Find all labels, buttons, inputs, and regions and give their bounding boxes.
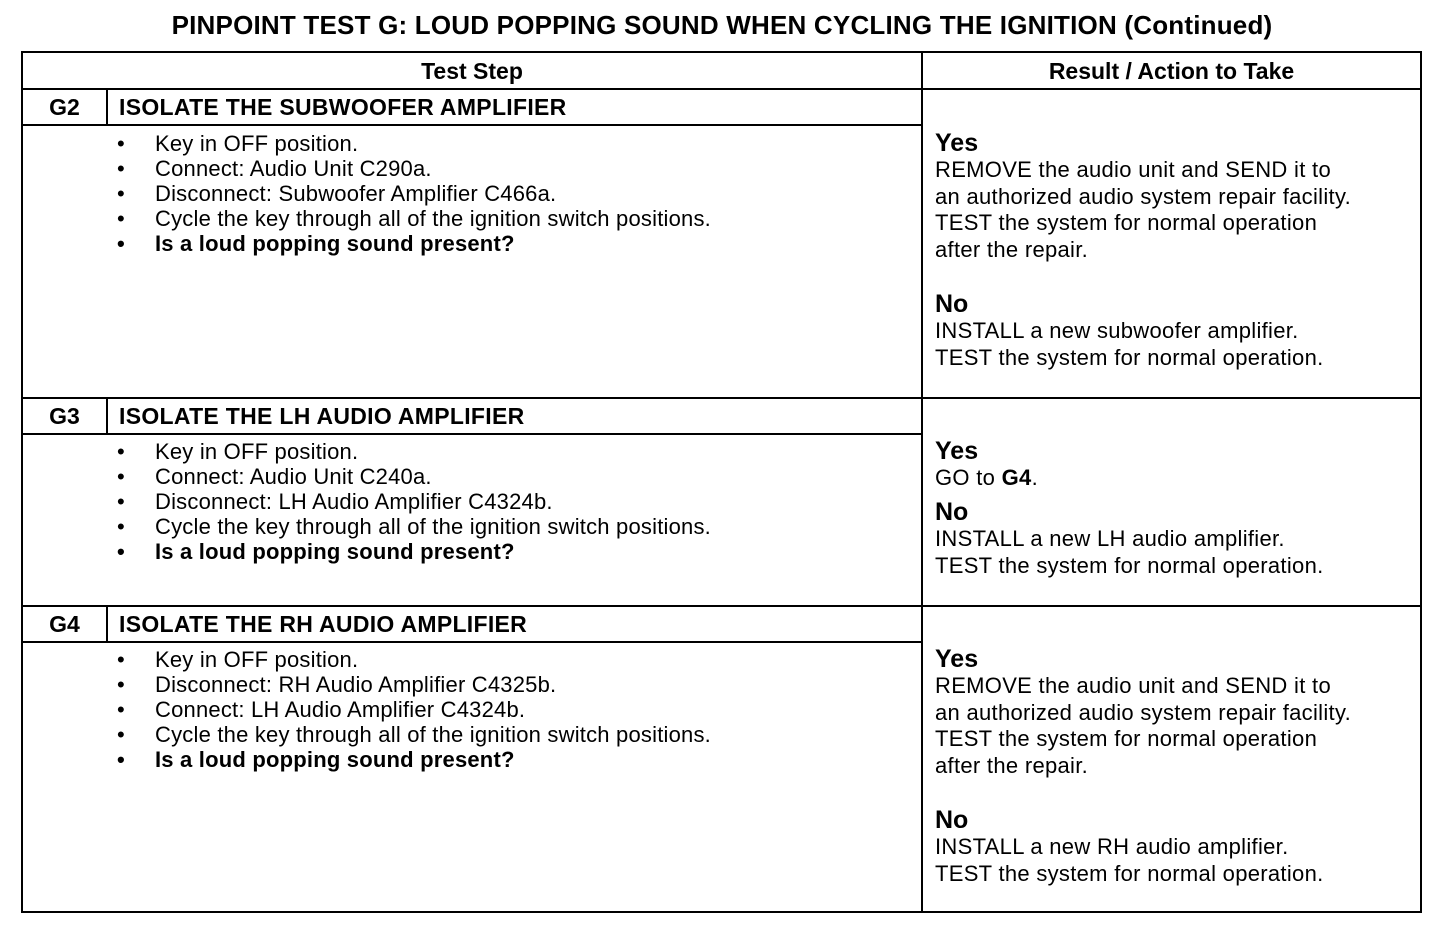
list-item: • Cycle the key through all of the ignition switch positions. [117, 206, 711, 231]
step-id: G4 [49, 611, 80, 637]
result-line: TEST the system for normal operation. [935, 552, 1324, 578]
step-title-divider [23, 433, 921, 435]
result-line: an authorized audio system repair facility. [935, 183, 1352, 209]
list-item: • Key in OFF position. [117, 131, 711, 156]
goto-suffix: . [1031, 465, 1038, 490]
result-line: REMOVE the audio unit and SEND it to [935, 673, 1331, 698]
result-line: after the repair. [935, 752, 1089, 778]
result-goto [935, 465, 1415, 492]
result-no [935, 807, 1415, 887]
no-label: No [935, 806, 969, 834]
step-question: • Is a loud popping sound present? [117, 539, 711, 564]
list-item: • Connect: Audio Unit C240a. [117, 464, 711, 489]
result-line: REMOVE the audio unit and SEND it to [935, 157, 1331, 182]
no-label: No [935, 290, 969, 318]
step-title: ISOLATE THE LH AUDIO AMPLIFIER [119, 403, 525, 429]
list-item: • Key in OFF position. [117, 647, 711, 672]
result-yes [935, 130, 1415, 263]
list-item: • Connect: LH Audio Amplifier C4324b. [117, 697, 711, 722]
step-id: G3 [49, 403, 80, 429]
yes-label: Yes [935, 645, 979, 673]
step-question: • Is a loud popping sound present? [117, 747, 711, 772]
list-item: • Cycle the key through all of the ignition switch positions. [117, 722, 711, 747]
step-bullet-list [117, 439, 711, 564]
step-id-divider [106, 607, 108, 642]
no-label: No [935, 498, 969, 526]
goto-prefix: GO to [935, 465, 1002, 490]
result-line: INSTALL a new subwoofer amplifier. [935, 318, 1299, 343]
list-item: • Connect: Audio Unit C290a. [117, 156, 711, 181]
step-title: ISOLATE THE SUBWOOFER AMPLIFIER [119, 94, 567, 120]
pinpoint-test-table [21, 51, 1422, 913]
column-divider [921, 53, 923, 911]
step-id: G2 [49, 94, 80, 120]
list-item: • Disconnect: RH Audio Amplifier C4325b. [117, 672, 711, 697]
list-item: • Disconnect: LH Audio Amplifier C4324b. [117, 489, 711, 514]
result-line: after the repair. [935, 236, 1089, 262]
step-title-divider [23, 124, 921, 126]
result-yes [935, 438, 1415, 492]
header-test-step: Test Step [421, 58, 523, 84]
step-bullet-list [117, 647, 711, 772]
result-line: TEST the system for normal operation. [935, 860, 1324, 886]
step-question: • Is a loud popping sound present? [117, 231, 711, 256]
result-no [935, 291, 1415, 371]
yes-label: Yes [935, 129, 979, 157]
list-item: • Cycle the key through all of the ignition switch positions. [117, 514, 711, 539]
result-line: an authorized audio system repair facility. [935, 699, 1352, 725]
result-line: INSTALL a new RH audio amplifier. [935, 834, 1289, 859]
step-id-divider [106, 399, 108, 434]
yes-label: Yes [935, 437, 979, 465]
step-title: ISOLATE THE RH AUDIO AMPLIFIER [119, 611, 528, 637]
step-title-divider [23, 641, 921, 643]
result-line: TEST the system for normal operation [935, 726, 1318, 751]
result-yes [935, 646, 1415, 779]
list-item: • Key in OFF position. [117, 439, 711, 464]
result-line: TEST the system for normal operation [935, 210, 1318, 235]
goto-step-link[interactable]: G4 [1001, 465, 1032, 490]
page-title: PINPOINT TEST G: LOUD POPPING SOUND WHEN CYCLING THE IGNITION (Continued) [171, 10, 1273, 40]
result-no [935, 499, 1415, 579]
step-bullet-list [117, 131, 711, 256]
list-item: • Disconnect: Subwoofer Amplifier C466a. [117, 181, 711, 206]
result-line: INSTALL a new LH audio amplifier. [935, 526, 1285, 551]
header-result-action: Result / Action to Take [1048, 58, 1295, 84]
result-line: TEST the system for normal operation. [935, 344, 1324, 370]
step-id-divider [106, 90, 108, 125]
